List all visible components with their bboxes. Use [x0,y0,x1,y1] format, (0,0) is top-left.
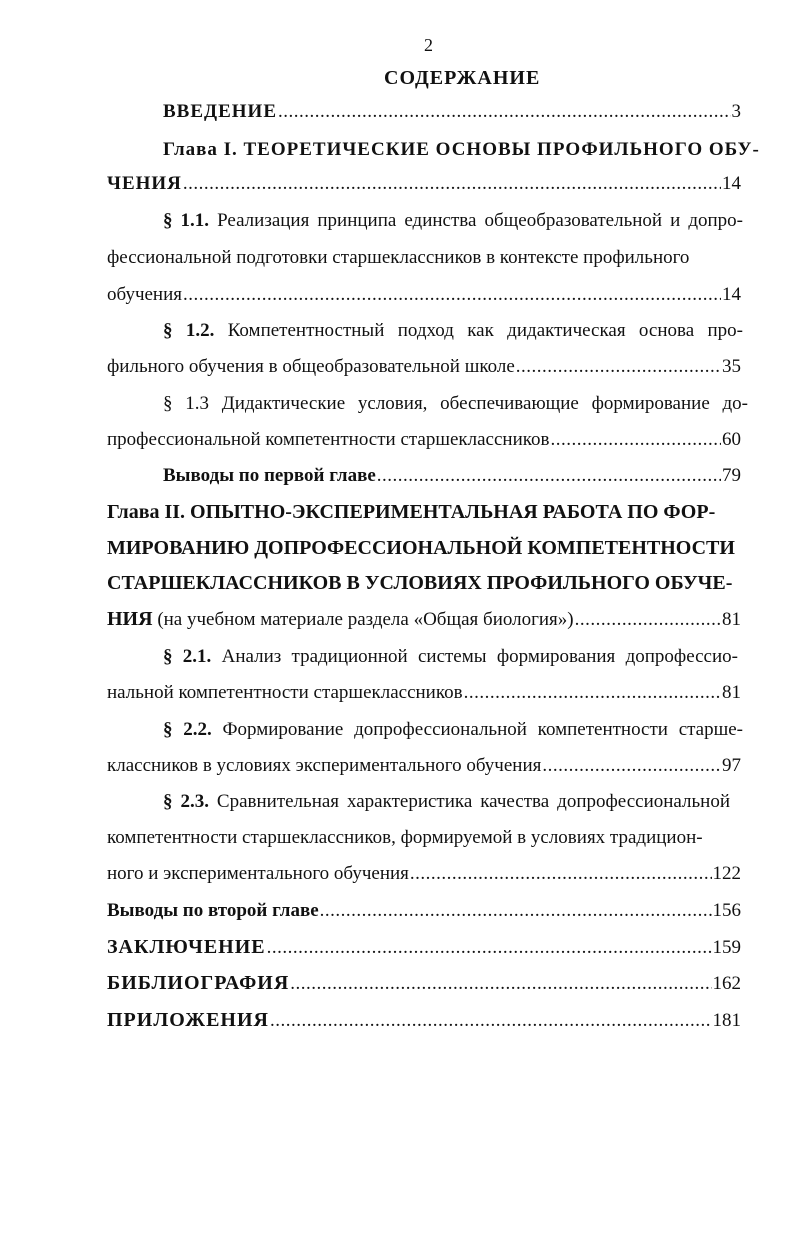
toc-page: 81 [722,609,741,630]
toc-page: 156 [712,900,741,921]
toc-label: БИБЛИОГРАФИЯ [107,972,290,994]
section-title: Реализация принципа единства общеобразовательной и допро- [217,210,744,231]
toc-entry-conclusion[interactable] [107,935,741,960]
toc-label: профессиональной компетентности старшеклассников [107,429,550,450]
section-title: Компетентностный подход как дидактическая основа про- [227,320,743,341]
toc-page: 81 [722,682,741,703]
toc-entry-section-2-3[interactable] [107,862,741,886]
leader-dots [183,283,721,307]
section-1-2-line1[interactable] [163,319,743,343]
section-2-2-line1[interactable] [163,718,743,742]
leader-dots [278,100,731,124]
toc-page: 159 [712,937,741,958]
toc-entry-chapter1-conclusions[interactable] [163,464,741,488]
section-title: Формирование допрофессиональной компетентности старше- [222,719,743,740]
toc-page: 14 [722,284,741,305]
toc-entry-section-2-2[interactable] [107,754,741,778]
chapter2-heading-line1[interactable]: Глава II. ОПЫТНО-ЭКСПЕРИМЕНТАЛЬНАЯ РАБОТА ПО ФОР- [107,501,716,523]
chapter2-heading-line2[interactable]: МИРОВАНИЮ ДОПРОФЕССИОНАЛЬНОЙ КОМПЕТЕНТНОСТИ [107,537,735,559]
toc-label: Выводы по второй главе [107,900,319,921]
toc-page: 97 [722,755,741,776]
leader-dots [270,1009,712,1033]
toc-page: 14 [722,173,741,194]
section-number: § 2.2. [163,719,212,740]
leader-dots [267,936,712,960]
toc-label: ЧЕНИЯ [107,173,182,194]
toc-label: ВВЕДЕНИЕ [163,101,277,122]
chapter2-heading-line3[interactable]: СТАРШЕКЛАССНИКОВ В УСЛОВИЯХ ПРОФИЛЬНОГО ОБУЧЕ- [107,572,733,594]
toc-page: 122 [712,863,741,884]
toc-label-bold: НИЯ [107,608,153,630]
section-2-3-line1[interactable] [163,790,730,814]
leader-dots [290,972,711,996]
toc-label: ного и экспериментального обучения [107,863,409,884]
toc-entry-section-1-3[interactable] [107,428,741,452]
leader-dots [410,862,712,886]
toc-entry-section-1-1[interactable] [107,283,741,307]
toc-entry-intro[interactable] [163,100,741,124]
page-number: 2 [424,35,433,55]
section-number: § 2.1. [163,646,212,667]
leader-dots [551,428,721,452]
section-number: § 1.1. [163,210,210,231]
toc-label: фильного обучения в общеобразовательной школе [107,356,515,377]
toc-page: 35 [722,356,741,377]
toc-page: 181 [712,1010,741,1031]
section-title: Сравнительная характеристика качества допрофессиональной [216,791,730,812]
toc-label: классников в условиях экспериментального обучения [107,755,542,776]
toc-page: 162 [712,973,741,994]
leader-dots [183,172,721,196]
section-1-3-line1[interactable]: § 1.3 Дидактические условия, обеспечивающие формирование до- [163,393,748,414]
leader-dots [575,608,721,632]
leader-dots [464,681,721,705]
toc-label [107,607,574,632]
toc-label: Выводы по первой главе [163,465,376,486]
toc-entry-chapter2[interactable] [107,607,741,632]
section-number: § 2.3. [163,791,209,812]
toc-page: 3 [731,101,741,122]
section-title: Анализ традиционной системы формирования допрофессио- [221,646,738,667]
section-1-1-line1[interactable] [163,209,743,233]
toc-label: ЗАКЛЮЧЕНИЕ [107,936,266,958]
toc-label: нальной компетентности старшеклассников [107,682,463,703]
toc-entry-section-1-2[interactable] [107,355,741,379]
toc-entry-section-2-1[interactable] [107,681,741,705]
toc-label: ПРИЛОЖЕНИЯ [107,1009,269,1031]
toc-page: 79 [722,465,741,486]
section-1-1-line2: фессиональной подготовки старшеклассников в контексте профильного [107,247,690,268]
toc-label-rest: (на учебном материале раздела «Общая биология») [152,609,574,630]
toc-label: обучения [107,284,183,305]
toc-page: 60 [722,429,741,450]
toc-entry-chapter2-conclusions[interactable] [107,899,741,923]
page-title: СОДЕРЖАНИЕ [384,67,541,89]
toc-entry-chapter1[interactable] [107,172,741,196]
leader-dots [377,464,721,488]
section-number: § 1.2. [163,320,215,341]
leader-dots [542,754,721,778]
chapter1-heading-line1[interactable]: Глава I. ТЕОРЕТИЧЕСКИЕ ОСНОВЫ ПРОФИЛЬНОГО ОБУ- [163,139,760,160]
section-2-3-line2: компетентности старшеклассников, формируемой в условиях традицион- [107,827,703,848]
section-2-1-line1[interactable] [163,645,738,669]
leader-dots [320,899,712,923]
toc-entry-bibliography[interactable] [107,971,741,996]
toc-entry-appendices[interactable] [107,1008,741,1033]
leader-dots [516,355,721,379]
